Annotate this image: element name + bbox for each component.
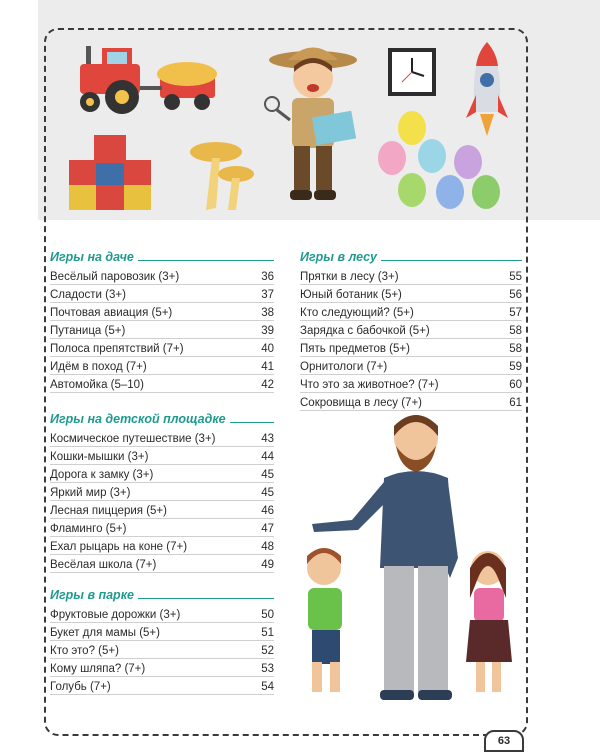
toc-row[interactable] [300, 393, 522, 411]
toc-row[interactable] [50, 519, 274, 537]
toc-entry-title: Автомойка (5–10) [50, 379, 144, 391]
toc-page-number: 58 [509, 343, 522, 355]
toc-row[interactable] [300, 267, 522, 285]
toc-entry-title: Путаница (5+) [50, 325, 126, 337]
toc-entry-title: Орнитологи (7+) [300, 361, 388, 373]
toc-page-number: 61 [509, 397, 522, 409]
section-dacha [50, 248, 274, 393]
toc-row[interactable] [50, 659, 274, 677]
toc-page-number: 45 [261, 487, 274, 499]
toc-row[interactable] [300, 303, 522, 321]
toc-page-number: 42 [261, 379, 274, 391]
toc-row[interactable] [50, 537, 274, 555]
toc-page-number: 44 [261, 451, 274, 463]
toc-row[interactable] [50, 303, 274, 321]
toc-row[interactable] [50, 605, 274, 623]
cubes-illustration [64, 130, 156, 215]
section-playground [50, 410, 274, 573]
toc-page-number: 47 [261, 523, 274, 535]
toc-row[interactable] [300, 375, 522, 393]
toc-row[interactable] [50, 285, 274, 303]
toc-page-number: 56 [509, 289, 522, 301]
toc-entry-title: Лесная пиццерия (5+) [50, 505, 167, 517]
toc-entry-title: Космическое путешествие (3+) [50, 433, 216, 445]
toc-row[interactable] [50, 677, 274, 695]
toc-row[interactable] [50, 429, 274, 447]
balloons-illustration [376, 108, 506, 218]
toc-row[interactable] [50, 623, 274, 641]
toc-page-number: 60 [509, 379, 522, 391]
toc-entry-title: Прятки в лесу (3+) [300, 271, 399, 283]
toc-entry-title: Букет для мамы (5+) [50, 627, 160, 639]
explorer-boy-illustration [258, 40, 368, 215]
toc-page-number: 55 [509, 271, 522, 283]
tractor-illustration [72, 42, 222, 117]
toc-page-number: 58 [509, 325, 522, 337]
section-title-playground [50, 410, 274, 426]
toc-entry-title: Идём в поход (7+) [50, 361, 147, 373]
mushrooms-illustration [186, 138, 256, 218]
toc-page-number: 54 [261, 681, 274, 693]
toc-entry-title: Полоса препятствий (7+) [50, 343, 184, 355]
toc-page-number: 52 [261, 645, 274, 657]
toc-page-number: 49 [261, 559, 274, 571]
toc-page-number: 57 [509, 307, 522, 319]
toc-page-number: 36 [261, 271, 274, 283]
page-number: 63 [484, 730, 524, 752]
toc-entry-title: Сладости (3+) [50, 289, 126, 301]
toc-entry-title: Кому шляпа? (7+) [50, 663, 146, 675]
toc-page-number: 51 [261, 627, 274, 639]
toc-row[interactable] [50, 339, 274, 357]
toc-page-number: 59 [509, 361, 522, 373]
clock-illustration [386, 46, 438, 98]
section-forest [300, 248, 522, 411]
toc-row[interactable] [50, 483, 274, 501]
toc-row[interactable] [300, 321, 522, 339]
toc-row[interactable] [50, 267, 274, 285]
toc-entry-title: Яркий мир (3+) [50, 487, 131, 499]
toc-entry-title: Сокровища в лесу (7+) [300, 397, 422, 409]
toc-row[interactable] [50, 447, 274, 465]
toc-page-number: 48 [261, 541, 274, 553]
section-title-text: Игры в парке [50, 588, 134, 602]
section-title-text: Игры на даче [50, 250, 134, 264]
section-title-text: Игры в лесу [300, 250, 377, 264]
toc-entry-title: Фламинго (5+) [50, 523, 127, 535]
section-title-dacha [50, 248, 274, 264]
toc-row[interactable] [50, 465, 274, 483]
section-park [50, 586, 274, 695]
toc-row[interactable] [300, 285, 522, 303]
toc-page-number: 43 [261, 433, 274, 445]
toc-row[interactable] [50, 641, 274, 659]
toc-row[interactable] [50, 375, 274, 393]
family-illustration [292, 408, 528, 706]
toc-page-number: 37 [261, 289, 274, 301]
toc-page-number: 38 [261, 307, 274, 319]
section-title-park [50, 586, 274, 602]
section-title-forest [300, 248, 522, 264]
toc-page-number: 39 [261, 325, 274, 337]
toc-entry-title: Ехал рыцарь на коне (7+) [50, 541, 188, 553]
toc-row[interactable] [50, 357, 274, 375]
toc-row[interactable] [300, 357, 522, 375]
toc-entry-title: Весёлая школа (7+) [50, 559, 157, 571]
toc-entry-title: Что это за животное? (7+) [300, 379, 439, 391]
toc-entry-title: Пять предметов (5+) [300, 343, 410, 355]
toc-page-number: 41 [261, 361, 274, 373]
toc-row[interactable] [300, 339, 522, 357]
toc-page-number: 53 [261, 663, 274, 675]
toc-row[interactable] [50, 501, 274, 519]
toc-row[interactable] [50, 555, 274, 573]
toc-row[interactable] [50, 321, 274, 339]
toc-entry-title: Почтовая авиация (5+) [50, 307, 173, 319]
toc-page-number: 50 [261, 609, 274, 621]
toc-entry-title: Кто это? (5+) [50, 645, 119, 657]
toc-entry-title: Кто следующий? (5+) [300, 307, 414, 319]
toc-entry-title: Весёлый паровозик (3+) [50, 271, 180, 283]
toc-entry-title: Дорога к замку (3+) [50, 469, 154, 481]
toc-entry-title: Юный ботаник (5+) [300, 289, 402, 301]
toc-page-number: 40 [261, 343, 274, 355]
section-title-text: Игры на детской площадке [50, 412, 226, 426]
toc-entry-title: Фруктовые дорожки (3+) [50, 609, 181, 621]
toc-page-number: 46 [261, 505, 274, 517]
toc-page-number: 45 [261, 469, 274, 481]
toc-entry-title: Голубь (7+) [50, 681, 111, 693]
toc-entry-title: Кошки-мышки (3+) [50, 451, 149, 463]
toc-entry-title: Зарядка с бабочкой (5+) [300, 325, 430, 337]
